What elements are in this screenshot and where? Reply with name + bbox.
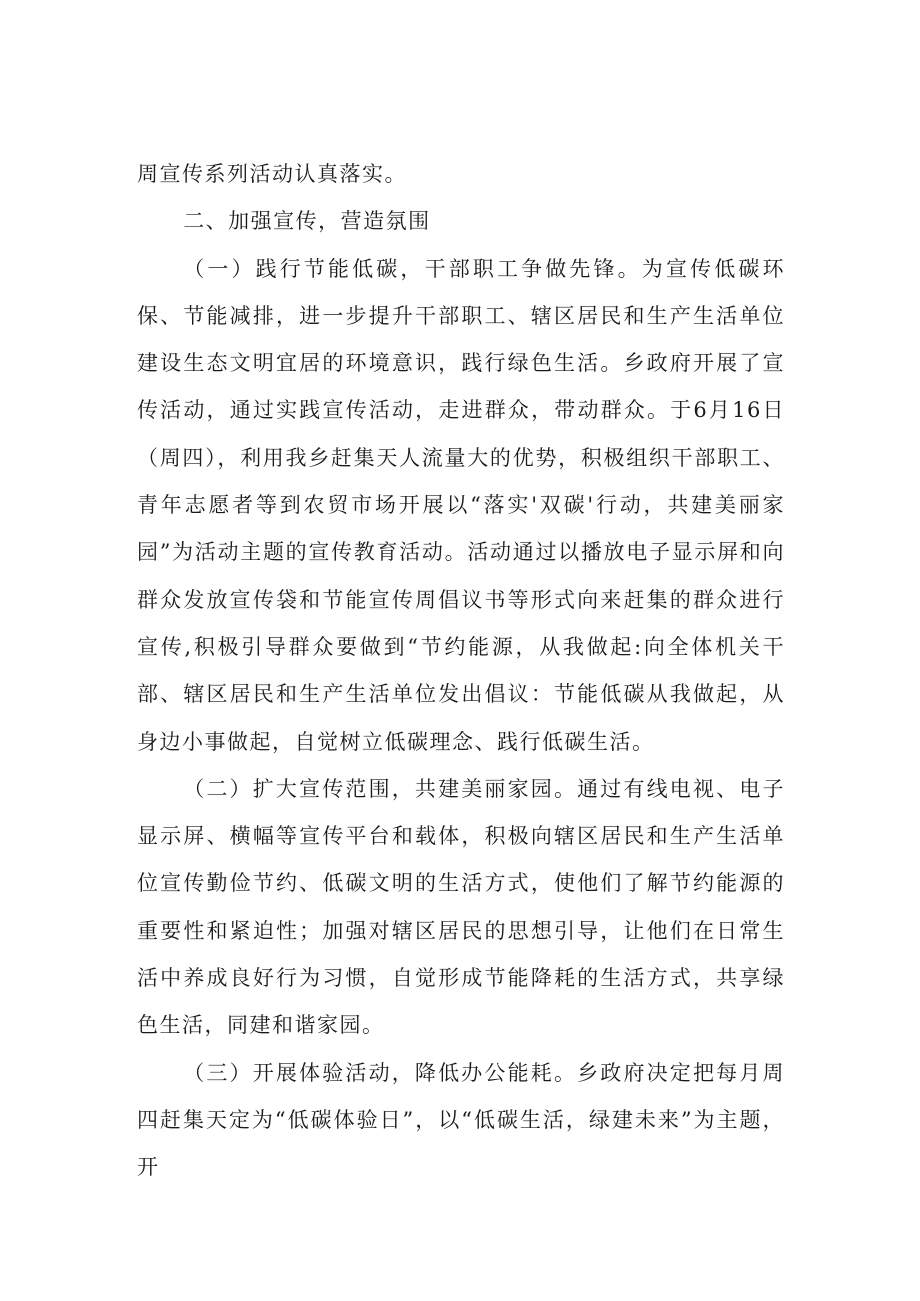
document-body	[137, 151, 785, 1192]
paragraph-continuation: 周宣传系列活动认真落实。	[137, 162, 407, 186]
section-heading: 二、加强宣传，营造氛围	[183, 209, 431, 234]
paragraph-2: （二）扩大宣传范围，共建美丽家园。通过有线电视、电子显示屏、横幅等宣传平台和载体，积极向辖区居民和生产生活单位宣传勤俭节约、低碳文明的生活方式，使他们了解节约能源的重要性和紧迫性；加强对辖区居民的思想引导，让他们在日常生活中养成良好行为习惯，自觉形成节能降耗的生活方式，共享绿色生活，同建和谐家园。	[137, 776, 785, 1038]
paragraph-1: （一）践行节能低碳，干部职工争做先锋。为宣传低碳环保、节能减排，进一步提升干部职工、辖区居民和生产生活单位建设生态文明宜居的环境意识，践行绿色生活。乡政府开展了宣传活动，通过实践宣传活动，走进群众，带动群众。于6月16日（周四），利用我乡赶集天人流量大的优势，积极组织干部职工、青年志愿者等到农贸市场开展以“落实'双碳'行动，共建美丽家园”为活动主题的宣传教育活动。活动通过以播放电子显示屏和向群众发放宣传袋和节能宣传周倡议书等形式向来赶集的群众进行宣传,积极引导群众要做到“节约能源，从我做起:向全体机关干部、辖区居民和生产生活单位发出倡议：节能低碳从我做起，从身边小事做起，自觉树立低碳理念、践行低碳生活。	[137, 256, 785, 754]
paragraph-3: （三）开展体验活动，降低办公能耗。乡政府决定把每月周四赶集天定为“低碳体验日”，以“低碳生活，绿建未来”为主题，开	[137, 1060, 785, 1180]
